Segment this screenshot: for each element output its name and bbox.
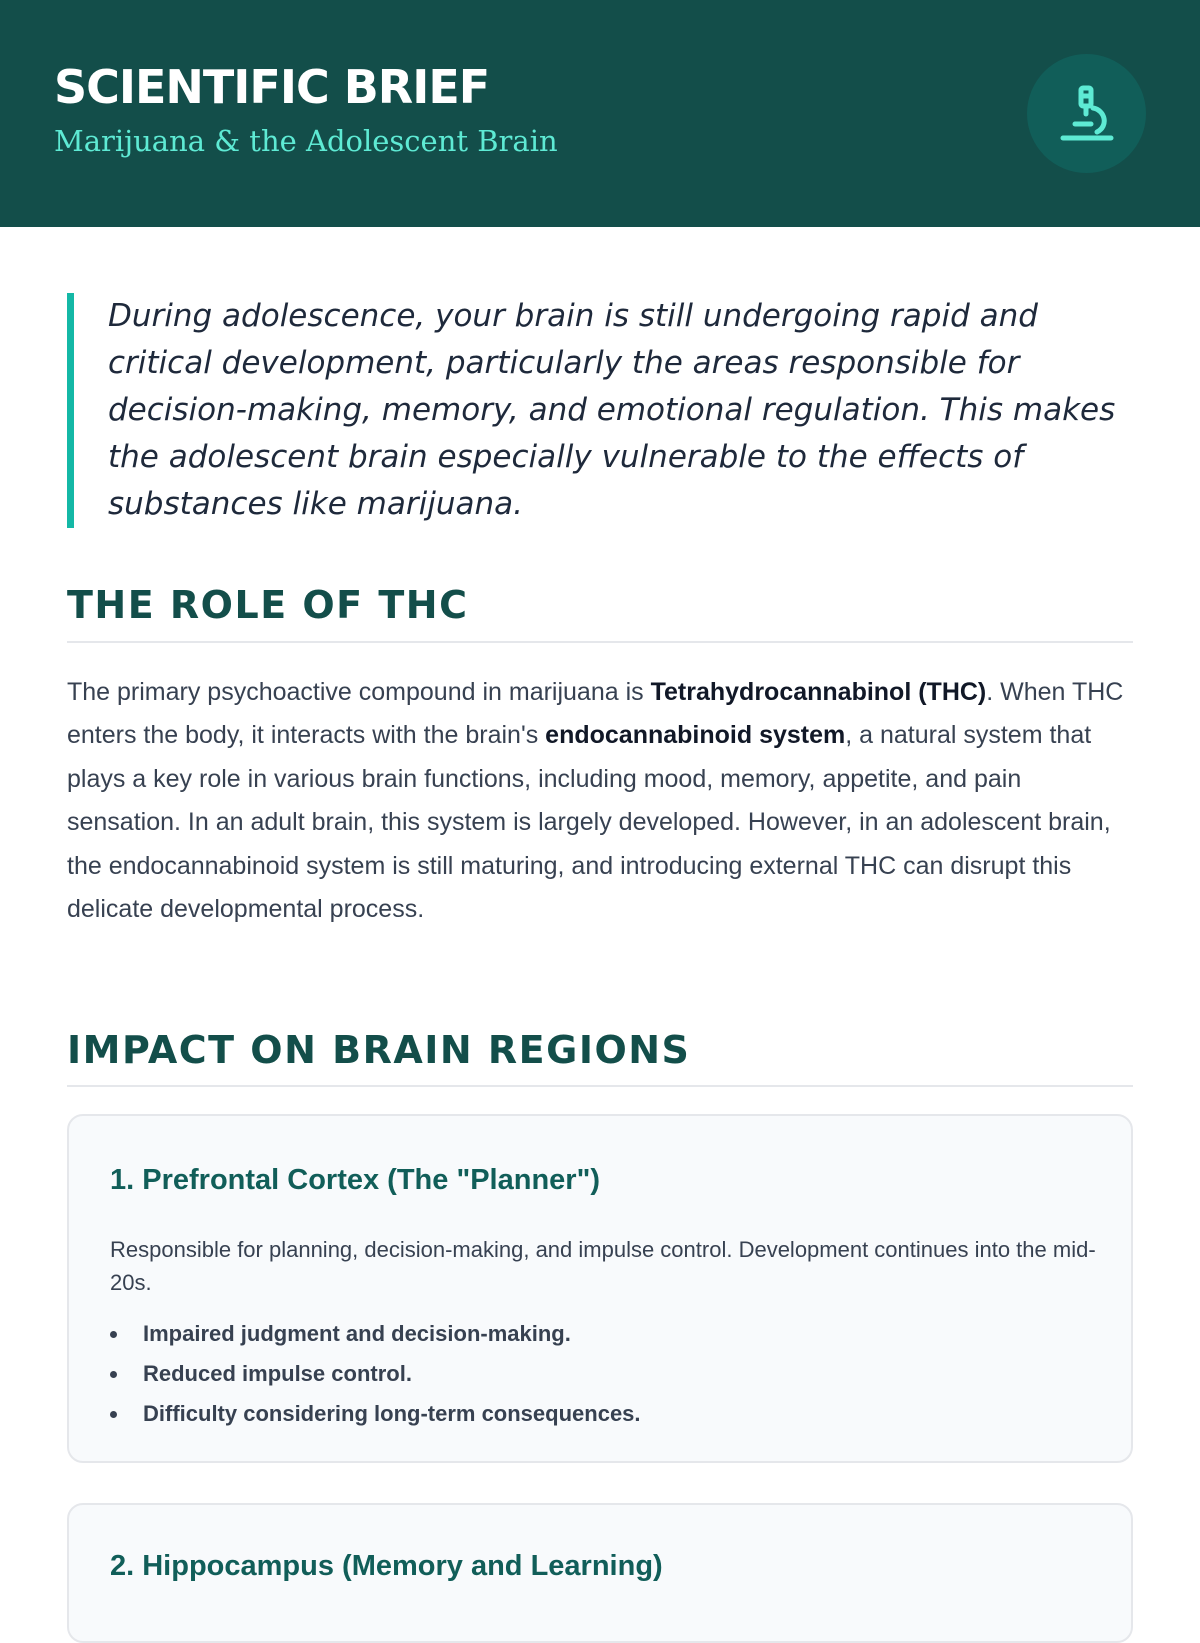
page-subtitle: Marijuana & the Adolescent Brain — [54, 124, 558, 158]
list-item — [110, 1394, 641, 1434]
bullet-icon — [110, 1411, 117, 1418]
intro-quote: During adolescence, your brain is still undergoing rapid and critical development, particularly the areas responsible for decision-making, memory, and emotional regulation. This makes the adolescent brain especially vulnerable to the effects of substances like marijuana. — [67, 293, 1133, 528]
region-card-title: 1. Prefrontal Cortex (The "Planner") — [110, 1164, 600, 1196]
list-item-text: Impaired judgment and decision-making. — [143, 1321, 571, 1346]
effects-list — [110, 1314, 641, 1434]
list-item-text: Difficulty considering long-term consequences. — [143, 1401, 641, 1426]
paragraph-text: . When THC enters the body, it interacts with the brain's — [67, 678, 1124, 750]
page-title: SCIENTIFIC BRIEF — [54, 60, 490, 114]
paragraph-text: , a natural system that plays a key role in various brain functions, including mood, memory, appetite, and pain sensation. In an adult brain, this system is largely developed. However, in an adolescent brain, the endocannabinoid system is still maturing, and introducing external THC can disrupt this delicate developmental process. — [67, 721, 1111, 924]
bullet-icon — [110, 1371, 117, 1378]
term-endocannabinoid: endocannabinoid system — [545, 721, 846, 750]
list-item — [110, 1314, 641, 1354]
bullet-icon — [110, 1331, 117, 1338]
section-title-regions: IMPACT ON BRAIN REGIONS — [67, 1028, 691, 1072]
region-card — [67, 1114, 1133, 1463]
header-badge — [1027, 54, 1146, 173]
microscope-icon — [1057, 84, 1117, 144]
term-thc: Tetrahydrocannabinol (THC) — [650, 678, 987, 706]
list-item — [110, 1354, 641, 1394]
section-divider — [67, 641, 1133, 643]
page-header — [0, 0, 1200, 227]
region-card-title: 2. Hippocampus (Memory and Learning) — [110, 1550, 663, 1582]
region-card-description: Responsible for planning, decision-making, and impulse control. Development continues into the mid-20s. — [110, 1237, 1096, 1295]
region-card — [67, 1503, 1133, 1643]
section-title-thc: THE ROLE OF THC — [67, 583, 469, 627]
thc-paragraph — [67, 671, 1133, 931]
paragraph-text: The primary psychoactive compound in marijuana is — [67, 678, 651, 706]
section-divider — [67, 1085, 1133, 1087]
list-item-text: Reduced impulse control. — [143, 1361, 412, 1386]
